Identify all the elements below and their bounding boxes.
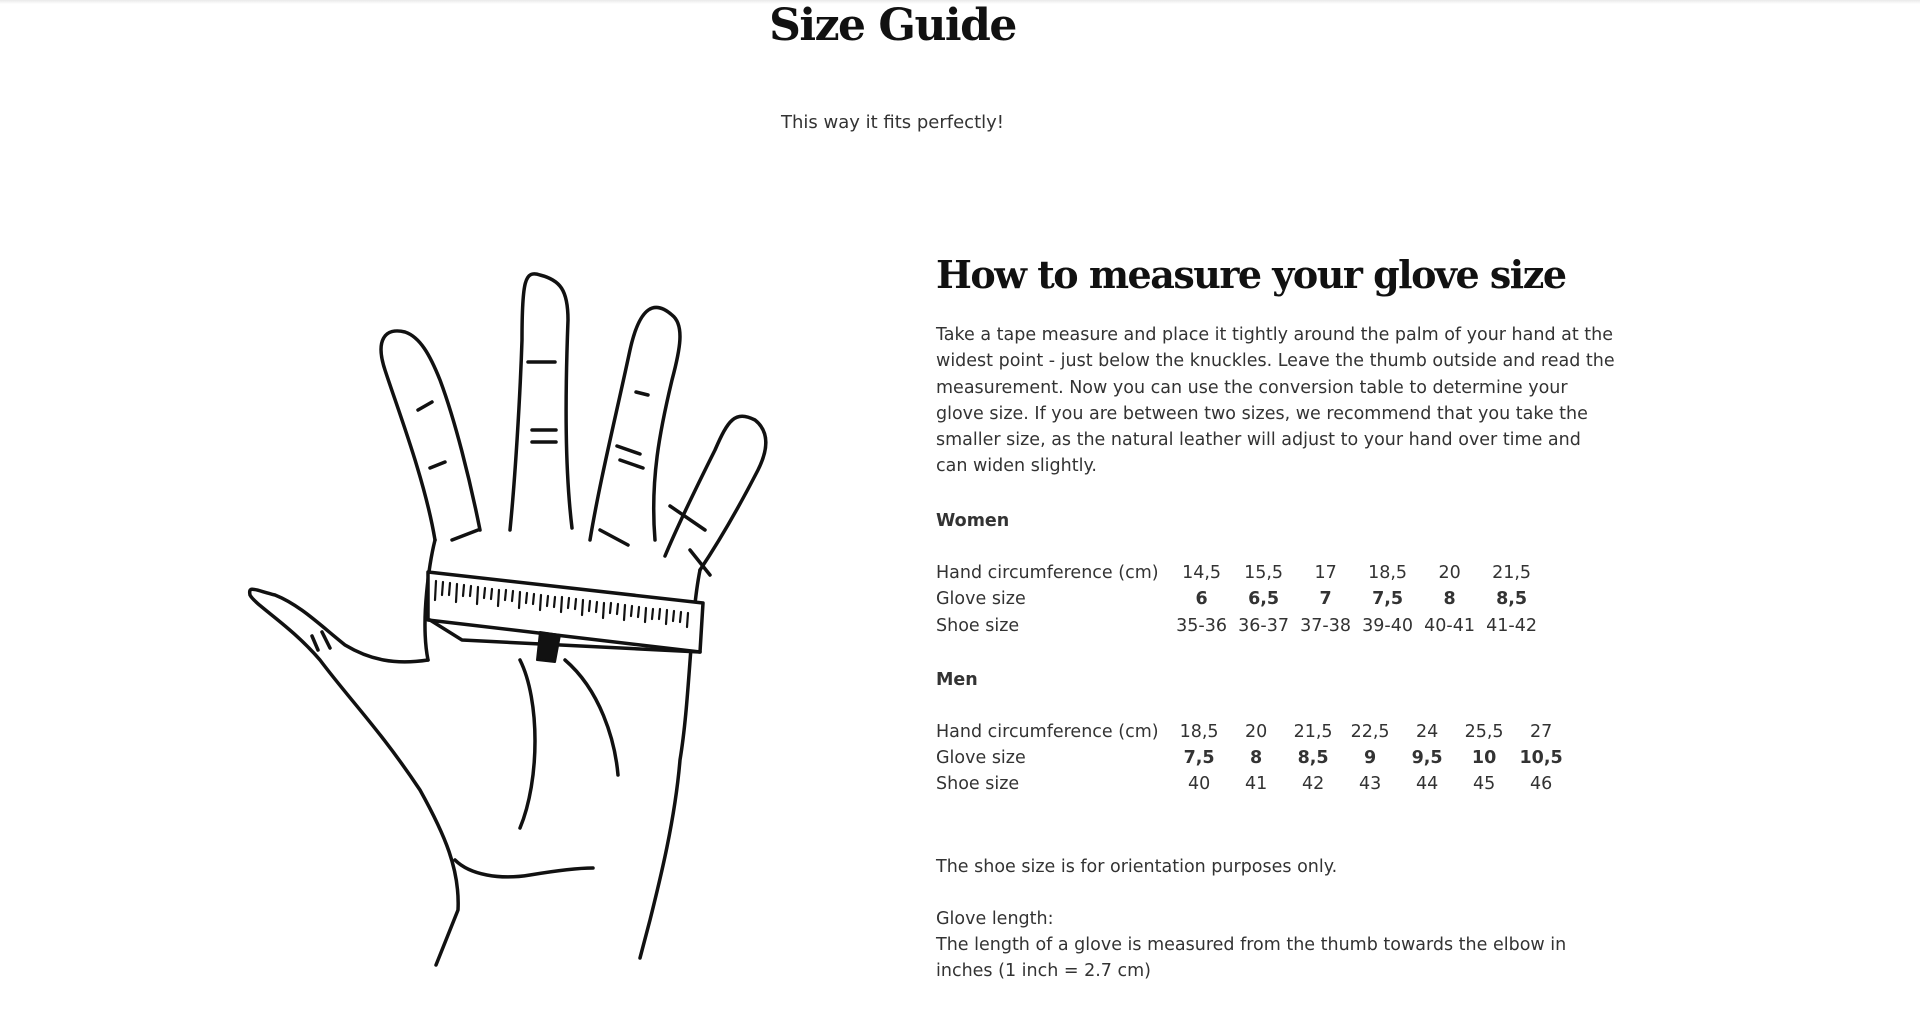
table-cell: 17 bbox=[1314, 562, 1337, 583]
row-label: Glove size bbox=[936, 589, 1026, 610]
table-cell: 20 bbox=[1244, 721, 1268, 742]
table-cell: 27 bbox=[1529, 721, 1553, 742]
table-cell: 22,5 bbox=[1350, 721, 1390, 742]
table-row bbox=[936, 586, 1543, 612]
table-cell: 7,5 bbox=[1372, 589, 1404, 610]
table-cell: 25,5 bbox=[1464, 721, 1504, 742]
men-size-table bbox=[936, 719, 1570, 798]
table-cell: 7 bbox=[1319, 589, 1332, 610]
table-cell: 8,5 bbox=[1496, 589, 1528, 610]
hand-measuring-tape-icon bbox=[240, 262, 780, 982]
table-cell: 46 bbox=[1529, 774, 1553, 795]
table-cell: 40 bbox=[1187, 774, 1211, 795]
table-cell: 18,5 bbox=[1179, 721, 1219, 742]
instructions-text: Take a tape measure and place it tightly around the palm of your hand at the widest point - just below the knuckles. Leave the thumb outside and read the measurement. Now you can use the conversion table to determine your glove size. If you are between two sizes, we recommend that you take the smaller size, as the natural leather will adjust to your hand over time and can widen slightly. bbox=[936, 325, 1615, 477]
table-cell: 6 bbox=[1195, 589, 1208, 610]
table-cell: 8 bbox=[1443, 589, 1456, 610]
men-label: Men bbox=[936, 669, 978, 690]
table-cell: 44 bbox=[1415, 774, 1439, 795]
row-label: Shoe size bbox=[936, 774, 1020, 795]
table-row bbox=[936, 560, 1543, 586]
section-heading: How to measure your glove size bbox=[936, 252, 1566, 297]
row-label: Hand circumference (cm) bbox=[936, 562, 1159, 583]
table-cell: 6,5 bbox=[1248, 589, 1280, 610]
glove-length-text: The length of a glove is measured from the thumb towards the elbow in inches (1 inch = 2.7 cm) bbox=[936, 935, 1567, 982]
table-cell: 20 bbox=[1438, 562, 1461, 583]
table-cell: 45 bbox=[1472, 774, 1496, 795]
measure-guide bbox=[936, 250, 1616, 985]
table-row bbox=[936, 771, 1570, 797]
table-cell: 36-37 bbox=[1238, 615, 1289, 636]
table-cell: 10,5 bbox=[1519, 748, 1563, 769]
women-label: Women bbox=[936, 510, 1010, 531]
table-cell: 24 bbox=[1415, 721, 1439, 742]
table-cell: 37-38 bbox=[1300, 615, 1351, 636]
row-label: Hand circumference (cm) bbox=[936, 721, 1159, 742]
table-cell: 8 bbox=[1249, 748, 1263, 769]
table-row bbox=[936, 745, 1570, 771]
table-cell: 39-40 bbox=[1362, 615, 1413, 636]
table-cell: 15,5 bbox=[1244, 562, 1284, 583]
table-cell: 9 bbox=[1363, 748, 1377, 769]
row-label: Glove size bbox=[936, 748, 1026, 769]
table-row bbox=[936, 612, 1543, 638]
table-cell: 9,5 bbox=[1411, 748, 1443, 769]
table-cell: 40-41 bbox=[1424, 615, 1475, 636]
table-cell: 42 bbox=[1301, 774, 1325, 795]
table-cell: 41 bbox=[1244, 774, 1268, 795]
table-cell: 41-42 bbox=[1486, 615, 1537, 636]
table-cell: 43 bbox=[1358, 774, 1382, 795]
table-cell: 7,5 bbox=[1183, 748, 1215, 769]
table-cell: 8,5 bbox=[1297, 748, 1329, 769]
women-size-table bbox=[936, 560, 1543, 639]
table-cell: 18,5 bbox=[1368, 562, 1408, 583]
table-cell: 10 bbox=[1471, 748, 1497, 769]
table-cell: 21,5 bbox=[1492, 562, 1532, 583]
page-title: Size Guide bbox=[769, 0, 1016, 51]
page-subtitle: This way it fits perfectly! bbox=[780, 112, 1005, 133]
table-cell: 21,5 bbox=[1293, 721, 1333, 742]
table-cell: 35-36 bbox=[1176, 615, 1227, 636]
table-row bbox=[936, 719, 1570, 745]
glove-length-label: Glove length: bbox=[936, 908, 1054, 929]
shoe-size-note: The shoe size is for orientation purposes only. bbox=[936, 856, 1338, 877]
table-cell: 14,5 bbox=[1182, 562, 1222, 583]
row-label: Shoe size bbox=[936, 615, 1020, 636]
